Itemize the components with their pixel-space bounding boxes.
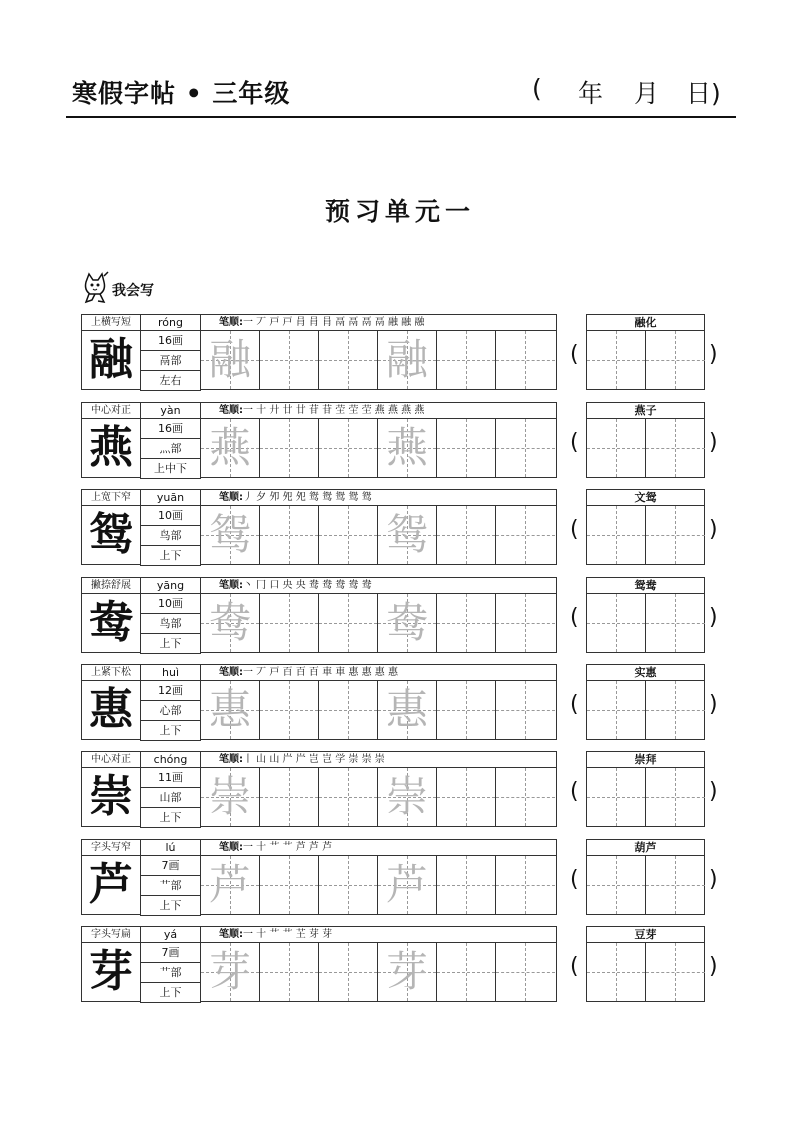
date-month: 月 — [634, 79, 660, 108]
practice-box[interactable] — [260, 331, 319, 389]
radical: 鸟部 — [140, 613, 201, 634]
word-practice-grid — [586, 767, 705, 827]
practice-box[interactable] — [260, 943, 319, 1001]
practice-box[interactable] — [496, 331, 555, 389]
stroke-order — [200, 839, 557, 856]
practice-box[interactable] — [437, 331, 496, 389]
pinyin: róng — [140, 314, 201, 331]
pinyin: yāng — [140, 577, 201, 594]
stroke-count: 7画 — [140, 855, 201, 876]
practice-box[interactable] — [260, 506, 319, 564]
paren-right: ) — [709, 430, 718, 455]
practice-box[interactable] — [319, 768, 378, 826]
stroke-order-sequence: 丿 夕 夘 夗 夗 鸳 鸳 鸳 鸳 鸳 — [243, 492, 372, 503]
structure: 上中下 — [140, 458, 201, 479]
practice-box[interactable] — [201, 856, 260, 914]
stroke-order-label: 笔顺: — [219, 754, 243, 765]
word-practice-box[interactable] — [587, 594, 646, 652]
paren-right: ) — [709, 517, 718, 542]
vocab-word: 豆芽 — [586, 926, 705, 943]
header-date — [532, 74, 721, 110]
practice-box[interactable] — [260, 768, 319, 826]
word-practice-box[interactable] — [587, 943, 646, 1001]
structure: 上下 — [140, 895, 201, 916]
header-title: 寒假字帖 • 三年级 — [72, 79, 291, 108]
stroke-order — [200, 577, 557, 594]
practice-grid — [200, 855, 557, 915]
practice-box[interactable] — [378, 419, 437, 477]
practice-box[interactable] — [437, 506, 496, 564]
practice-box[interactable] — [201, 768, 260, 826]
model-character: 崇 — [81, 767, 141, 827]
pinyin: lú — [140, 839, 201, 856]
stroke-order-label: 笔顺: — [219, 580, 243, 591]
practice-box[interactable] — [496, 768, 555, 826]
vocab-word: 实惠 — [586, 664, 705, 681]
section-label — [80, 268, 154, 304]
practice-grid — [200, 418, 557, 478]
paren-right: ) — [709, 605, 718, 630]
trace-character: 鸳 — [208, 510, 251, 559]
practice-grid — [200, 593, 557, 653]
stroke-order-label: 笔顺: — [219, 929, 243, 940]
trace-character: 融 — [385, 335, 428, 384]
paren-right: ) — [709, 692, 718, 717]
stroke-order-label: 笔顺: — [219, 405, 243, 416]
writing-tip: 上紧下松 — [81, 664, 141, 681]
writing-tip: 撇捺舒展 — [81, 577, 141, 594]
practice-box[interactable] — [319, 943, 378, 1001]
word-practice-grid — [586, 680, 705, 740]
structure: 上下 — [140, 982, 201, 1003]
paren-left: ( — [570, 867, 579, 892]
word-practice-box[interactable] — [646, 506, 705, 564]
stroke-count: 16画 — [140, 330, 201, 351]
stroke-order — [200, 489, 557, 506]
stroke-order-sequence: 一 丆 戸 百 百 百 車 車 惠 惠 惠 惠 — [243, 667, 398, 678]
practice-box[interactable] — [496, 419, 555, 477]
model-character: 燕 — [81, 418, 141, 478]
practice-row — [0, 489, 800, 576]
word-practice-grid — [586, 505, 705, 565]
practice-row — [0, 314, 800, 401]
stroke-count: 10画 — [140, 593, 201, 614]
paren-right: ) — [709, 867, 718, 892]
paren-right: ) — [709, 779, 718, 804]
structure: 上下 — [140, 720, 201, 741]
radical: 鬲部 — [140, 350, 201, 371]
writing-tip: 字头写窄 — [81, 839, 141, 856]
paren-left: ( — [570, 430, 579, 455]
paren-left: ( — [570, 954, 579, 979]
practice-grid — [200, 767, 557, 827]
vocab-word: 崇拜 — [586, 751, 705, 768]
paren-left: ( — [570, 605, 579, 630]
radical: 鸟部 — [140, 525, 201, 546]
stroke-count: 12画 — [140, 680, 201, 701]
practice-box[interactable] — [437, 681, 496, 739]
vocab-word: 燕子 — [586, 402, 705, 419]
section-label-text: 我会写 — [112, 283, 154, 299]
radical: 心部 — [140, 700, 201, 721]
stroke-order-sequence: 一 十 廾 廿 廿 苷 苷 茔 茔 茔 燕 燕 燕 燕 — [243, 405, 425, 416]
paren-left: ( — [570, 517, 579, 542]
practice-box[interactable] — [319, 419, 378, 477]
trace-character: 芽 — [208, 947, 251, 996]
writing-tip: 上宽下窄 — [81, 489, 141, 506]
practice-row — [0, 664, 800, 751]
stroke-order — [200, 751, 557, 768]
pinyin: yá — [140, 926, 201, 943]
vocab-word: 融化 — [586, 314, 705, 331]
practice-box[interactable] — [496, 681, 555, 739]
stroke-order-sequence: 一 十 艹 艹 芏 芽 芽 — [243, 929, 333, 940]
structure: 上下 — [140, 633, 201, 654]
vocab-word: 葫芦 — [586, 839, 705, 856]
word-practice-box[interactable] — [587, 681, 646, 739]
trace-character: 芽 — [385, 947, 428, 996]
practice-box[interactable] — [260, 594, 319, 652]
paren-left: ( — [570, 692, 579, 717]
practice-box[interactable] — [437, 856, 496, 914]
practice-box[interactable] — [437, 943, 496, 1001]
word-practice-box[interactable] — [587, 856, 646, 914]
stroke-order — [200, 664, 557, 681]
unit-title: 预习单元一 — [324, 197, 475, 226]
practice-grid — [200, 505, 557, 565]
practice-row — [0, 751, 800, 838]
model-character: 鸯 — [81, 593, 141, 653]
structure: 上下 — [140, 807, 201, 828]
vocab-word: 鸳鸯 — [586, 577, 705, 594]
writing-tip: 中心对正 — [81, 402, 141, 419]
trace-character: 崇 — [208, 772, 251, 821]
stroke-order-label: 笔顺: — [219, 492, 243, 503]
trace-character: 惠 — [385, 685, 428, 734]
pinyin: yuān — [140, 489, 201, 506]
radical: 山部 — [140, 787, 201, 808]
practice-box[interactable] — [201, 594, 260, 652]
word-practice-box[interactable] — [646, 943, 705, 1001]
writing-tip: 字头写扁 — [81, 926, 141, 943]
practice-box[interactable] — [260, 681, 319, 739]
word-practice-grid — [586, 593, 705, 653]
practice-box[interactable] — [319, 856, 378, 914]
stroke-order-label: 笔顺: — [219, 317, 243, 328]
radical: 灬部 — [140, 438, 201, 459]
word-practice-grid — [586, 855, 705, 915]
word-practice-box[interactable] — [587, 419, 646, 477]
trace-character: 芦 — [385, 860, 428, 909]
stroke-order-sequence: 丨 山 山 屵 屵 岂 岂 学 崇 崇 崇 — [243, 754, 385, 765]
practice-box[interactable] — [437, 419, 496, 477]
practice-box[interactable] — [378, 943, 437, 1001]
practice-box[interactable] — [496, 943, 555, 1001]
practice-row — [0, 577, 800, 664]
practice-grid — [200, 942, 557, 1002]
model-character: 惠 — [81, 680, 141, 740]
word-practice-grid — [586, 942, 705, 1002]
stroke-order — [200, 926, 557, 943]
model-character: 鸳 — [81, 505, 141, 565]
structure: 上下 — [140, 545, 201, 566]
cat-mascot-icon — [80, 270, 110, 304]
model-character: 融 — [81, 330, 141, 390]
trace-character: 鸳 — [385, 510, 428, 559]
trace-character: 崇 — [385, 772, 428, 821]
date-year: 年 — [578, 79, 604, 108]
word-practice-box[interactable] — [587, 506, 646, 564]
practice-box[interactable] — [378, 594, 437, 652]
stroke-count: 10画 — [140, 505, 201, 526]
practice-box[interactable] — [378, 856, 437, 914]
word-practice-box[interactable] — [646, 419, 705, 477]
pinyin: huì — [140, 664, 201, 681]
practice-row — [0, 839, 800, 926]
trace-character: 鸯 — [385, 598, 428, 647]
radical: 艹部 — [140, 962, 201, 983]
word-practice-box[interactable] — [587, 331, 646, 389]
practice-box[interactable] — [378, 681, 437, 739]
stroke-count: 7画 — [140, 942, 201, 963]
stroke-order-label: 笔顺: — [219, 667, 243, 678]
paren-right: ) — [709, 342, 718, 367]
practice-box[interactable] — [201, 506, 260, 564]
trace-character: 燕 — [208, 423, 251, 472]
word-practice-box[interactable] — [646, 856, 705, 914]
paren-left: ( — [570, 342, 579, 367]
date-open-paren: ( — [532, 74, 542, 103]
stroke-order-sequence: 丶 冂 口 央 央 鸯 鸯 鸯 鸯 鸯 — [243, 580, 372, 591]
practice-row — [0, 926, 800, 1013]
word-practice-box[interactable] — [587, 768, 646, 826]
trace-character: 燕 — [385, 423, 428, 472]
practice-box[interactable] — [319, 681, 378, 739]
pinyin: yàn — [140, 402, 201, 419]
model-character: 芽 — [81, 942, 141, 1002]
writing-tip: 上横写短 — [81, 314, 141, 331]
stroke-count: 16画 — [140, 418, 201, 439]
practice-box[interactable] — [437, 768, 496, 826]
practice-box[interactable] — [319, 594, 378, 652]
model-character: 芦 — [81, 855, 141, 915]
practice-box[interactable] — [378, 506, 437, 564]
pinyin: chóng — [140, 751, 201, 768]
trace-character: 鸯 — [208, 598, 251, 647]
structure: 左右 — [140, 370, 201, 391]
word-practice-grid — [586, 418, 705, 478]
header-divider — [66, 116, 736, 118]
stroke-count: 11画 — [140, 767, 201, 788]
word-practice-box[interactable] — [646, 594, 705, 652]
date-day: 日) — [686, 79, 721, 108]
practice-box[interactable] — [319, 506, 378, 564]
practice-box[interactable] — [260, 419, 319, 477]
paren-left: ( — [570, 779, 579, 804]
trace-character: 芦 — [208, 860, 251, 909]
stroke-order — [200, 314, 557, 331]
practice-box[interactable] — [201, 419, 260, 477]
practice-box[interactable] — [378, 331, 437, 389]
word-practice-box[interactable] — [646, 331, 705, 389]
practice-box[interactable] — [260, 856, 319, 914]
paren-right: ) — [709, 954, 718, 979]
practice-box[interactable] — [201, 331, 260, 389]
trace-character: 惠 — [208, 685, 251, 734]
practice-box[interactable] — [201, 681, 260, 739]
practice-box[interactable] — [201, 943, 260, 1001]
practice-grid — [200, 680, 557, 740]
practice-box[interactable] — [437, 594, 496, 652]
practice-box[interactable] — [496, 856, 555, 914]
practice-box[interactable] — [319, 331, 378, 389]
stroke-order-sequence: 一 丆 戸 戸 肙 肙 肙 鬲 鬲 鬲 鬲 融 融 融 — [243, 317, 425, 328]
word-practice-grid — [586, 330, 705, 390]
practice-grid — [200, 330, 557, 390]
stroke-order-sequence: 一 十 艹 艹 芦 芦 芦 — [243, 842, 333, 853]
trace-character: 融 — [208, 335, 251, 384]
vocab-word: 文鸳 — [586, 489, 705, 506]
stroke-order — [200, 402, 557, 419]
practice-row — [0, 402, 800, 489]
stroke-order-label: 笔顺: — [219, 842, 243, 853]
word-practice-box[interactable] — [646, 768, 705, 826]
practice-box[interactable] — [496, 506, 555, 564]
word-practice-box[interactable] — [646, 681, 705, 739]
practice-box[interactable] — [496, 594, 555, 652]
practice-box[interactable] — [378, 768, 437, 826]
radical: 艹部 — [140, 875, 201, 896]
writing-tip: 中心对正 — [81, 751, 141, 768]
